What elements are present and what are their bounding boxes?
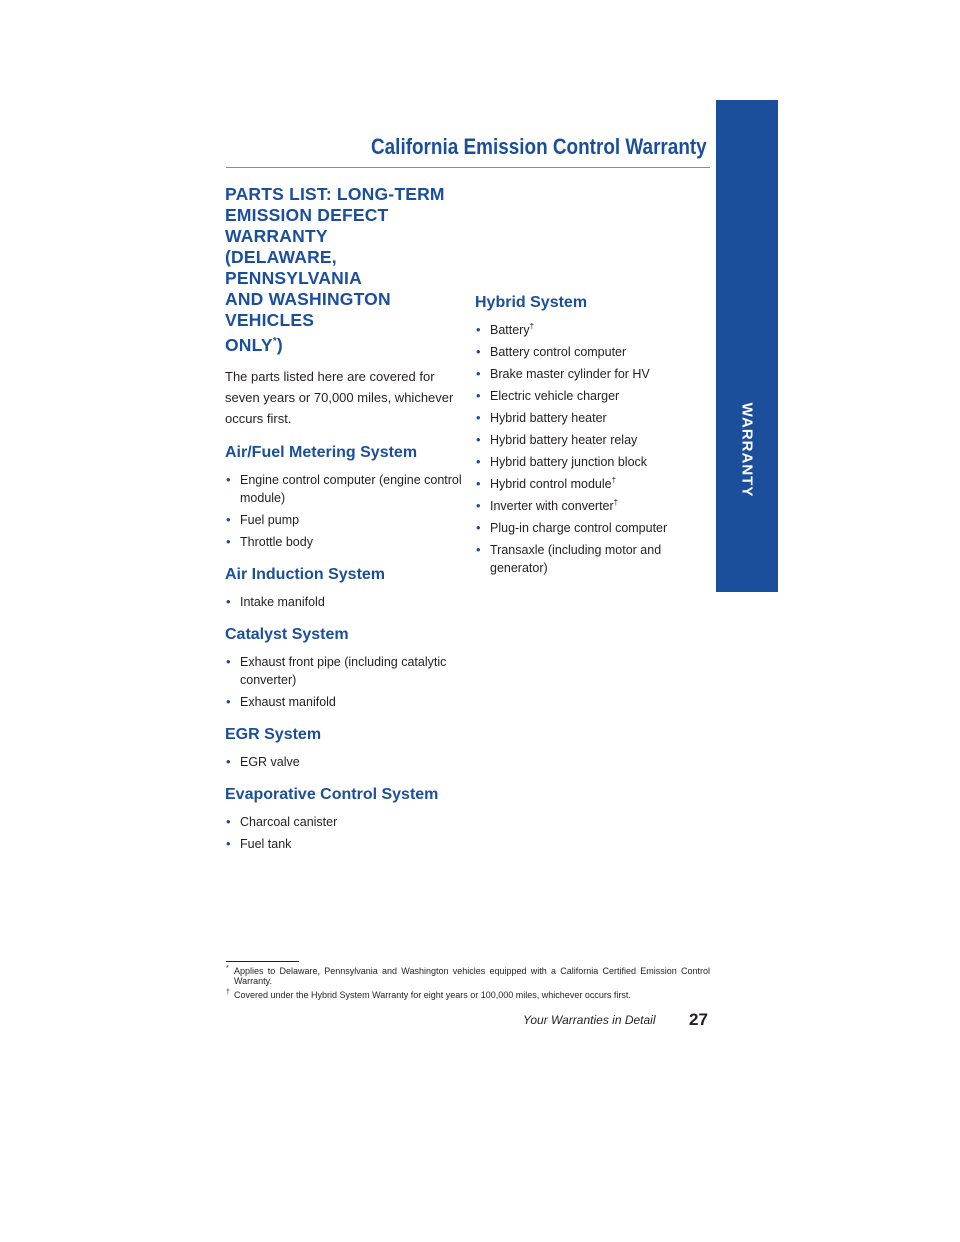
list-item-text: Plug-in charge control computer [490,521,668,535]
parts-list-title-line [225,331,465,356]
parts-list-title-last: ONLY [225,334,273,355]
bullet-icon: • [476,410,481,425]
list-item [475,343,715,361]
bullet-icon: • [226,653,231,669]
list-item-text: Hybrid battery junction block [490,455,648,469]
list-item-text: Transaxle (including motor and generator) [490,543,662,575]
list-item-text: Intake manifold [240,594,325,609]
bullet-icon: • [476,498,481,513]
parts-list-title-line: PARTS LIST: LONG-TERM [225,184,445,204]
list-item [225,511,465,529]
section-heading-evaporative: Evaporative Control System [225,785,439,803]
footnote [226,990,710,1000]
list-item [475,431,715,449]
list-item-text: Battery control computer [490,345,627,359]
list-item [225,835,465,853]
bullet-icon: • [476,476,481,491]
bullet-icon: • [476,432,481,447]
intro-paragraph: The parts listed here are covered for seven years or 70,000 miles, whichever occurs first. [225,368,454,426]
list-item-text: Exhaust manifold [240,694,336,709]
page-number: 27 [689,1010,708,1029]
list-item [475,541,715,577]
page-title [371,134,761,160]
bullet-icon: • [476,388,481,403]
parts-list-title [225,184,465,356]
list-item [475,387,715,405]
list-item-text: Throttle body [240,534,313,549]
list-item [475,475,715,493]
list-item [475,365,715,383]
bullet-icon: • [476,344,481,359]
page-title-text: California Emission Control Warranty [371,134,707,159]
list-item-text: Hybrid battery heater relay [490,433,638,447]
bullet-icon: • [226,471,231,487]
air-induction-list [225,593,465,611]
section-heading-egr: EGR System [225,725,322,743]
side-tab [716,100,778,592]
bullet-icon: • [226,511,231,527]
list-item [225,693,465,711]
list-item [475,497,715,515]
list-item [475,321,715,339]
list-item-text: Fuel tank [240,836,292,851]
parts-list-title-line: AND WASHINGTON VEHICLES [225,289,391,330]
left-column [225,184,465,857]
list-item-text: Battery [490,323,530,337]
footnote [226,966,710,986]
header-divider [226,167,710,168]
hybrid-list [475,321,715,577]
footnote-text: Applies to Delaware, Pennsylvania and Washington vehicles equipped with a California Certified Emission Control Warranty. [234,966,710,986]
footer-section-title: Your Warranties in Detail [523,1013,656,1027]
list-item [225,753,465,771]
bullet-icon: • [226,813,231,829]
list-item [225,533,465,551]
footnote-mark: † [613,497,619,507]
bullet-icon: • [226,533,231,549]
list-item-text: Electric vehicle charger [490,389,620,403]
egr-list [225,753,465,771]
footnote-mark: † [611,475,617,485]
parts-list-title-close: ) [276,334,283,355]
bullet-icon: • [476,520,481,535]
list-item-text: Hybrid control module [490,477,612,491]
bullet-icon: • [476,454,481,469]
list-item [475,409,715,427]
bullet-icon: • [476,366,481,381]
bullet-icon: • [226,693,231,709]
list-item-text: Fuel pump [240,512,300,527]
evaporative-list [225,813,465,853]
catalyst-list [225,653,465,711]
list-item [225,593,465,611]
parts-list-title-line: (DELAWARE, PENNSYLVANIA [225,247,362,288]
list-item-text: Brake master cylinder for HV [490,367,650,381]
section-heading-catalyst: Catalyst System [225,625,349,643]
bullet-icon: • [226,753,231,769]
footnote-mark: * [272,336,277,347]
bullet-icon: • [476,542,481,557]
list-item-text: Charcoal canister [240,814,338,829]
air-fuel-list [225,471,465,551]
footnote-mark: † [226,989,230,996]
section-heading-hybrid: Hybrid System [475,294,588,311]
section-heading-air-induction: Air Induction System [225,565,386,583]
list-item [225,653,465,689]
section-heading-air-fuel: Air/Fuel Metering System [225,443,418,461]
list-item-text: Engine control computer (engine control module) [240,472,462,505]
list-item-text: Inverter with converter [490,499,614,513]
parts-list-title-line: EMISSION DEFECT WARRANTY [225,205,389,246]
bullet-icon: • [226,593,231,609]
list-item [225,471,465,507]
list-item-text: Exhaust front pipe (including catalytic converter) [240,654,447,687]
right-column [475,293,715,581]
list-item-text: EGR valve [240,754,300,769]
bullet-icon: • [476,322,481,337]
footnote-text: Covered under the Hybrid System Warranty for eight years or 100,000 miles, whichever occurs first. [234,990,631,1000]
side-tab-label: WARRANTY [738,402,756,498]
footnote-mark: * [226,965,229,972]
footnote-divider [226,961,299,962]
list-item [475,519,715,537]
list-item [475,453,715,471]
list-item-text: Hybrid battery heater [490,411,607,425]
bullet-icon: • [226,835,231,851]
list-item [225,813,465,831]
footnote-mark: † [529,321,535,331]
